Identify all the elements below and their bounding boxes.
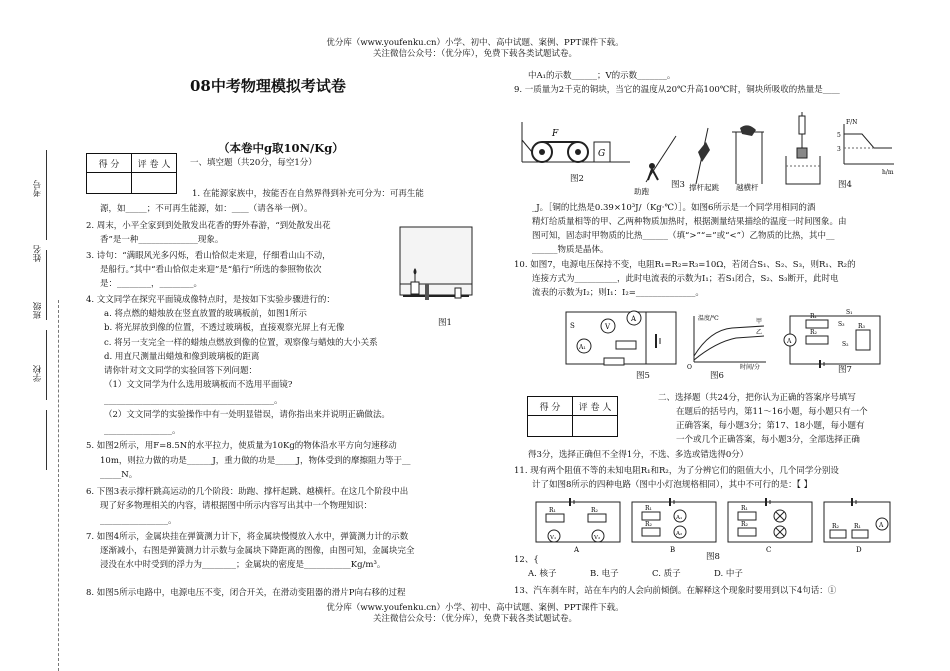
- q6-line3: ________________。: [100, 516, 177, 526]
- exam-subtitle: （本卷中g取10N/Kg）: [218, 141, 344, 155]
- margin-xingming: 姓名: [33, 245, 43, 262]
- section2-line4: 一个或几个正确答案，每小题3分，全部选择正确: [676, 435, 860, 445]
- page-footer-line1: 优分库（www.youfenku.cn）小学、初中、高中试题、案例、PPT课件下载。: [326, 603, 624, 613]
- fig8-b-r1: R₁: [645, 505, 652, 512]
- q4-step-c: c. 将另一支完全一样的蜡烛点燃放到像的位置，观察像与蜡烛的大小关系: [104, 338, 378, 348]
- fig7-s2: S₂: [842, 341, 849, 348]
- section2-line5: 得3分，选择正确但不全得1分，不选、多选或错选得0分）: [528, 450, 749, 460]
- figure-2: [520, 120, 632, 172]
- fig7-r1: R₁: [810, 313, 817, 320]
- q5-line1: 5. 如图2所示，用F=8.5N的水平拉力，使质量为10Kg的物体沿水平方向匀速移动: [86, 441, 397, 451]
- figure-6-caption: 图6: [710, 371, 724, 381]
- q5-line2: 10m，则拉力做的功是______J，重力做的功是_____J，物体受到的摩擦阻力等于__: [100, 456, 411, 466]
- q12-option-b[interactable]: B. 电子: [590, 569, 619, 579]
- fig6-yi: 乙: [756, 329, 763, 336]
- score-table-right: [527, 396, 618, 437]
- fig8-label-b: B: [670, 546, 676, 554]
- fig6-jia: 甲: [756, 318, 763, 325]
- score-cell[interactable]: [87, 173, 132, 194]
- fig8-c-r2: R₂: [741, 521, 748, 528]
- q7-line2: 逐渐减小，右图是弹簧测力计示数与金属块下降距离的图像，由图可知，金属块完全: [100, 546, 415, 556]
- fig5-a: A: [631, 315, 637, 323]
- fig8-a1: A₁: [676, 515, 683, 521]
- fig8-a-r1: R₁: [549, 507, 556, 514]
- q10-line2: 连接方式为__________，此时电流表的示数为I₁；若S₁闭合，S₂、S₃断开，此时电: [532, 274, 839, 284]
- fig4-axis-x: h/m: [882, 169, 894, 176]
- q9-line1: 9. 一质量为2千克的铜块，当它的温度从20℃升高100℃时，铜块所吸收的热量是____: [514, 85, 840, 95]
- q12-stem: 12、{: [514, 555, 539, 565]
- q8-continued: 中A₁的示数______；V的示数_______。: [528, 71, 676, 81]
- fig7-r2: R₂: [810, 329, 817, 336]
- q12-option-a[interactable]: A. 核子: [528, 569, 557, 579]
- score-label-2: 得 分: [528, 397, 573, 416]
- margin-banji: 班级: [33, 302, 43, 319]
- fig5-v: V: [605, 323, 611, 331]
- q9-line4: 图可知，固态时甲物质的比热______（填“>”“=”或“<”）乙物质的比热，其中__: [532, 231, 835, 241]
- fig8-b-r2: R₂: [645, 521, 652, 528]
- figure-3-run: 助跑: [634, 187, 649, 196]
- fig8-label-a: A: [574, 546, 580, 554]
- q12-option-c[interactable]: C. 质子: [652, 569, 681, 579]
- fig8-a2: A₂: [676, 531, 683, 537]
- figure-7: [776, 306, 888, 370]
- fig4-tick-3: 3: [837, 146, 841, 153]
- fig7-s3: S₃: [838, 321, 845, 328]
- q2-line1: 2. 周末，小平全家到到处散发出花香的野外春游，“到处散发出花: [86, 221, 331, 231]
- grader-cell[interactable]: [132, 173, 177, 194]
- fig8-a-r2: R₂: [591, 507, 598, 514]
- fig2-f-label: F: [552, 129, 559, 139]
- q2-line2: 香”是一种______________现象。: [100, 235, 224, 245]
- figure-2-caption: 图2: [570, 174, 584, 184]
- q12-option-d[interactable]: D. 中子: [714, 569, 743, 579]
- figure-1-caption: 图1: [438, 318, 452, 328]
- q10-line3: 流表的示数为I₂；则I₁：I₂=______________。: [532, 288, 704, 298]
- section1-heading: 一、填空题（共20分，每空1分）: [190, 158, 317, 168]
- q5-line3: _____N。: [100, 470, 138, 480]
- figure-4-caption: 图4: [838, 180, 852, 190]
- q9-line3: 精灯给质量相等的甲、乙两种物质加热时，根据测量结果描绘的温度一时间图象。由: [532, 217, 847, 227]
- q3-line1: 3. 诗句：“满眼风光多闪烁，看山恰似走来迎，仔细看山山不动，: [86, 251, 331, 261]
- q7-line1: 7. 如图4所示，金属块挂在弹簧测力计下，将金属块慢慢放入水中，弹簧测力计的示数: [86, 532, 409, 542]
- fig8-c-r1: R₁: [741, 505, 748, 512]
- section2-line3: 正确答案，每小题3分；第17、18小题，每小题有: [676, 421, 865, 431]
- fig6-x: 时间/分: [740, 364, 761, 370]
- q11-line2: 计了如图8所示的四种电路（图中小灯泡规格相同），其中不可行的是：【 】: [532, 480, 813, 490]
- q9-line5: ______物质是晶体。: [532, 245, 609, 255]
- fig8-v2: V₂: [594, 535, 601, 541]
- section2-line1: 二、选择题（共24分，把你认为正确的答案序号填写: [658, 393, 856, 403]
- figure-1: [397, 224, 475, 320]
- q4-step-b: b. 将光屏放到像的位置，不透过玻璃板，直接观察光屏上有无像: [104, 323, 345, 333]
- fig7-s1: S₁: [846, 309, 853, 316]
- q4-step-d: d. 用直尺测量出蜡烛和像到玻璃板的距离: [104, 352, 260, 362]
- q4-sub1: （1）文文同学为什么选用玻璃板而不选用平面镜?: [104, 380, 293, 390]
- q3-line3: 是：________，________。: [100, 279, 203, 289]
- q4-sub2-answer: ________________。: [104, 426, 181, 436]
- fig4-tick-5: 5: [837, 132, 841, 139]
- score-label: 得 分: [87, 154, 132, 173]
- q1-line1: 1. 在能源家族中，按能否在自然界得到补充可分为：可再生能: [192, 189, 424, 199]
- q9-line2: _J。［铜的比热是0.39×10³J/（Kg·℃）］。如图6所示是一个同学用相同的酒: [532, 203, 816, 213]
- figure-5: [560, 308, 682, 368]
- q7-line3: 浸没在水中时受到的浮力为________；金属块的密度是___________Kg/m³。: [100, 560, 386, 570]
- fig7-r3: R₃: [858, 323, 865, 330]
- score-cell-2[interactable]: [528, 416, 573, 437]
- page-header-line1: 优分库（www.youfenku.cn）小学、初中、高中试题、案例、PPT课件下载。: [326, 38, 624, 48]
- fig6-y: 温度/℃: [698, 315, 719, 322]
- fig6-o: O: [687, 364, 692, 370]
- figure-6: [686, 312, 770, 370]
- fig8-label-d: D: [856, 546, 862, 554]
- page-footer-line2: 关注微信公众号：（优分库），免费下载各类试题试卷。: [372, 614, 577, 624]
- q4-prompt: 请你针对文文同学的实验回答下列问题：: [104, 366, 258, 376]
- fig2-g-label: G: [598, 149, 606, 159]
- q8-line1: 8. 如图5所示电路中，电源电压不变，闭合开关，在滑动变阻器的滑片P向右移的过程: [86, 588, 406, 598]
- grader-label-2: 评 卷 人: [573, 397, 618, 416]
- exam-title: 08中考物理模拟考试卷: [190, 77, 346, 95]
- fig8-label-c: C: [766, 546, 772, 554]
- fig8-d-r2: R₂: [832, 523, 839, 530]
- figure-3-takeoff: 撑杆起跳: [689, 183, 719, 192]
- fig5-a1: A₁: [579, 344, 586, 351]
- q1-line2: 源，如_____；不可再生能源，如：____（请各举一例）。: [100, 204, 313, 214]
- figure-7-caption: 图7: [838, 365, 852, 375]
- section2-line2: 在题后的括号内，第11～16小题，每小题只有一个: [676, 407, 868, 417]
- page-header-line2: 关注微信公众号：（优分库），免费下载各类试题试卷。: [372, 49, 577, 59]
- figure-3: [636, 122, 766, 188]
- score-table-left: [86, 153, 177, 194]
- q4-sub2: （2）文文同学的实验操作中有一处明显错误，请你指出来并说明正确做法。: [104, 410, 390, 420]
- q10-line1: 10. 如图7，电源电压保持不变，电阻R₁=R₂=R₃=10Ω，若闭合S₁、S₂、S₃，则R₁、R₂的: [514, 260, 856, 270]
- figure-3-caption: 图3: [671, 180, 685, 190]
- fig8-d-ammeter: A: [879, 522, 884, 529]
- q11-line1: 11. 现有两个阻值不等的未知电阻R₁和R₂，为了分辨它们的阻值大小，几个同学分别设: [514, 466, 839, 476]
- figure-3-bar: 越横杆: [736, 183, 759, 192]
- q13-line1: 13、汽车刹车时，站在车内的人会向前倾倒。在解释这个现象时要用到以下4句话：①: [514, 586, 837, 596]
- fig7-a: A: [787, 338, 792, 345]
- grader-label: 评 卷 人: [132, 154, 177, 173]
- margin-kaohao: 考号: [33, 180, 43, 197]
- grader-cell-2[interactable]: [573, 416, 618, 437]
- q4-step-a: a. 将点燃的蜡烛放在竖直放置的玻璃板前，如图1所示: [104, 309, 307, 319]
- figure-5-caption: 图5: [636, 371, 650, 381]
- q3-line2: 是船行。”其中“看山恰似走来迎”是“船行”所选的参照物依次: [100, 265, 322, 275]
- q4-sub1-answer: ________________________________________。: [104, 396, 283, 406]
- fig8-d-r1: R₁: [854, 523, 861, 530]
- q6-line1: 6. 下图3表示撑杆跳高运动的几个阶段：助跑、撑杆起跳、越横杆。在这几个阶段中出: [86, 487, 409, 497]
- fig5-s: S: [570, 322, 575, 330]
- margin-xuexiao: 学校: [33, 365, 43, 382]
- figure-8: [530, 494, 896, 556]
- binding-margin: [33, 150, 44, 670]
- fig4-axis-y: F/N: [846, 119, 858, 126]
- q6-line2: 现了好多物理相关的内容，请根据图中所示内容写出其中一个物理知识：: [100, 501, 373, 511]
- figure-8-caption: 图8: [706, 552, 720, 562]
- q4-line1: 4. 文文同学在探究平面镜成像特点时，是按如下实验步骤进行的：: [86, 295, 335, 305]
- fig8-v1: V₁: [550, 535, 557, 541]
